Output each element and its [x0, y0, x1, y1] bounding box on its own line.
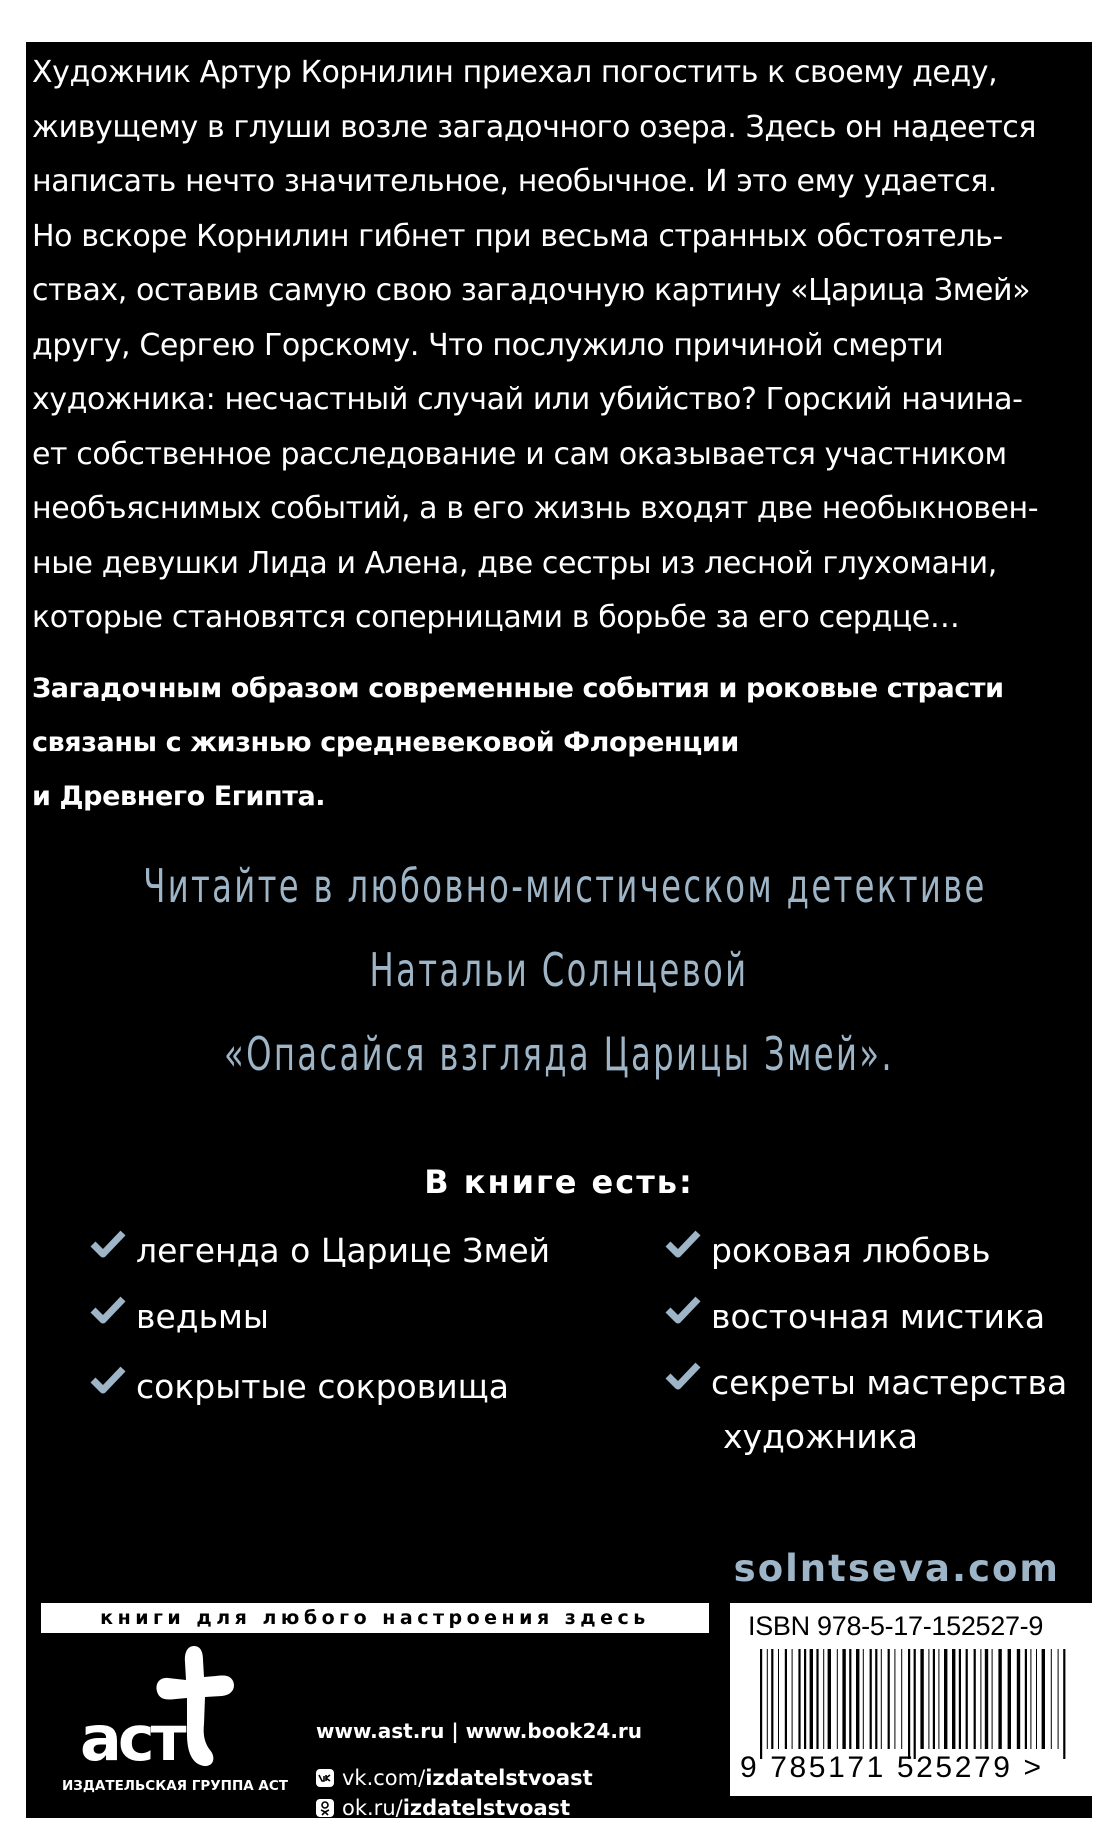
barcode-bar: [804, 1649, 806, 1749]
feature-label: ведьмы: [136, 1297, 269, 1336]
barcode-bar: [849, 1649, 851, 1749]
barcode-bar: [1008, 1649, 1011, 1749]
feature-label: сокрытые сокровища: [136, 1367, 509, 1406]
barcode-bar: [914, 1649, 916, 1759]
barcode-bar: [985, 1649, 988, 1749]
barcode-bar: [1042, 1649, 1045, 1749]
isbn-digits: 9 785171 525279 >: [740, 1751, 1044, 1784]
ok-icon: [316, 1799, 334, 1817]
barcode-bar: [966, 1649, 968, 1749]
isbn-label: ISBN 978-5-17-152527-9: [748, 1611, 1044, 1641]
highlight-paragraph: Загадочным образом современные события и роковые страсти связаны с жизнью средневековой Флоренции и Древнего Египта.: [32, 673, 1004, 812]
ast-logo: [76, 1642, 246, 1772]
barcode-bar: [1036, 1649, 1037, 1749]
logo-wordmark: аст: [80, 1702, 183, 1772]
barcode-bar: [944, 1649, 947, 1749]
promo-text: [26, 844, 1092, 1096]
barcode-bar: [938, 1649, 939, 1749]
barcode-bar: [823, 1649, 824, 1749]
barcode-bar: [1058, 1649, 1059, 1749]
back-cover: [26, 42, 1092, 1818]
barcode-bar: [1051, 1649, 1052, 1749]
barcode-bar: [778, 1649, 779, 1749]
barcode-bar: [1017, 1649, 1020, 1749]
barcode-bar: [888, 1649, 890, 1749]
barcode-bar: [928, 1649, 929, 1749]
check-icon: [665, 1296, 701, 1324]
feature-item-continuation: [723, 1410, 918, 1527]
barcode-bar: [908, 1649, 910, 1759]
barcode-bar: [980, 1649, 981, 1749]
barcode: [760, 1649, 1092, 1759]
barcode-bar: [837, 1649, 838, 1749]
barcode-bar: [798, 1649, 800, 1749]
barcode-bar: [1025, 1649, 1027, 1749]
barcode-bar: [816, 1649, 818, 1749]
barcode-bar: [842, 1649, 845, 1749]
barcode-bar: [881, 1649, 882, 1749]
barcode-bar: [974, 1649, 976, 1749]
annotation-text: Художник Артур Корнилин приехал погостить к своему деду, живущему в глуши возле загадочного озера. Здесь он надеется написать нечто значительное, необычное. И это ему удается. Но вскоре Корнилин гибнет при весьма странных обстоятель- ствах, оставив самую свою загадочную картину «Царица Змей» другу, Сергею Горскому. Что послужило причиной смерти художника: несчастный случай или убийство? Горский начина- ет собственное расследование и сам оказывается участником необъяснимых событий, а в его жизнь входят две необыкновен- ные девушки Лида и Алена, две сестры из лесной глухомани, которые становятся соперницами в борьбе за его сердце…: [32, 55, 1039, 635]
check-icon: [90, 1230, 126, 1258]
ok-link[interactable]: ok.ru/izdatelstvoast: [316, 1796, 343, 1818]
tagline-banner: книги для любого настроения здесь: [41, 1603, 709, 1633]
features-title: В книге есть:: [424, 1163, 694, 1201]
feature-label: художника: [723, 1417, 918, 1456]
barcode-bar: [959, 1649, 961, 1749]
barcode-bar: [792, 1649, 793, 1749]
promo-line: Читайте в любовно-мистическом детективе: [143, 859, 987, 913]
promo-line: Натальи Солнцевой: [369, 943, 749, 997]
barcode-bar: [810, 1649, 813, 1749]
barcode-bar: [1063, 1649, 1065, 1759]
author-website[interactable]: solntseva.com: [733, 1547, 1060, 1590]
feature-label: восточная мистика: [711, 1297, 1046, 1336]
publisher-name: ИЗДАТЕЛЬСКАЯ ГРУППА АСТ: [62, 1778, 288, 1794]
barcode-bar: [863, 1649, 864, 1749]
promo-line: «Опасайся взгляда Царицы Змей».: [224, 1027, 894, 1081]
barcode-bar: [952, 1649, 955, 1749]
barcode-bar: [785, 1649, 787, 1749]
barcode-bar: [771, 1649, 773, 1749]
barcode-bar: [920, 1649, 923, 1749]
barcode-bar: [760, 1649, 762, 1759]
vk-link[interactable]: vk.com/izdatelstvoast: [316, 1766, 343, 1818]
barcode-bar: [992, 1649, 993, 1749]
barcode-bar: [870, 1649, 872, 1749]
barcode-bar: [875, 1649, 877, 1749]
barcode-bar: [894, 1649, 895, 1749]
isbn-block: [730, 1603, 1092, 1796]
feature-label: роковая любовь: [711, 1231, 991, 1270]
feature-label: секреты мастерства: [711, 1363, 1068, 1402]
publisher-links[interactable]: www.ast.ru | www.book24.ru: [316, 1719, 643, 1743]
check-icon: [90, 1296, 126, 1324]
check-icon: [665, 1230, 701, 1258]
barcode-bar: [767, 1649, 768, 1749]
barcode-bar: [856, 1649, 859, 1749]
check-icon: [90, 1366, 126, 1394]
barcode-bar: [998, 1649, 1001, 1749]
barcode-bar: [828, 1649, 831, 1749]
feature-item: [90, 1360, 509, 1516]
feature-label: легенда о Царице Змей: [136, 1231, 551, 1270]
barcode-bar: [901, 1649, 902, 1749]
vk-icon: [316, 1769, 334, 1787]
barcode-bar: [1030, 1649, 1031, 1749]
check-icon: [665, 1362, 701, 1390]
barcode-bar: [933, 1649, 935, 1749]
